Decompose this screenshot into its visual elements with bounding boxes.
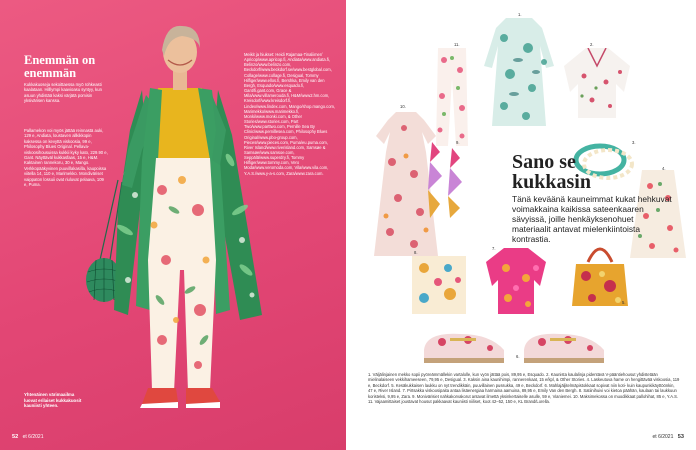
left-page (0, 0, 346, 450)
product-number-3: 3. (632, 140, 636, 145)
magazine-issue-right: et 6/2021 (652, 434, 674, 440)
product-number-9: 9. (456, 140, 460, 145)
feature-title-right: Sano se kukkasin (512, 151, 591, 193)
product-number-8: 8. (414, 250, 418, 255)
product-scarf (410, 254, 468, 316)
feature-lead: Tänä keväänä kauneimmat kukat hehkuvat voimakkaina kaikissa sateenkaaren sävyissä, joille henkäyksenohuet materiaalit antavat mielenkiintoista kontrastia. (512, 194, 672, 244)
page-number-right: 53 (677, 434, 684, 440)
right-page (346, 0, 696, 450)
product-number-5: 5. (622, 300, 626, 305)
product-number-6: 6. (516, 354, 520, 359)
folio-left (12, 434, 43, 440)
store-credits: Meikit ja hiukset: Heidi Rajamaa-Tinaliimer/ Apricop/www.apricop.fi, Andiata/www.andiata.fi, Belinzo/www.belinzo.com, Beckdorf/www.beckdorf.se/www.bestglobal.com, Collage/www.collage.fi, Desigual, Tommy Hilfiger/www.ellos.fi, Bershka, Emily van den Bergh, Esquado/www.esquado.fi, Gant/fi.gant.com, Grace & Mila/www.villamerouda.fi, H&M/www2.hm.com, Kreisdorf/www.kreisdorf.fi, Lindex/www.lindex.com, Mango/shop.mango.com, Marimekko/www.marimekko.fi, Monki/www.monki.com, & Other Stories/www.stories.com, Part Two/www.parttwo.com, Pernille Sea By Clinic/www.pernillesea.com, Philosophy Blues Original/www.pbo-group.com, Pieces/www.pieces.com, Puma/eu.puma.com, River Island/www.riverisland.com, Samsøe & Samsøe/www.samsoe.com, Seppälä/www.superdry.fi, Tommy Hilfiger/www.tommy.com, Vero Moda/www.veromoda.com, Vila/www.vila.com, Y.A.S./www.y-a-s.com, Zara/www.zara.com. (244, 52, 336, 176)
product-number-2: 2. (590, 42, 594, 47)
visual-caption: Yhtenäinen värimaailma luovat erilaiset kukkakuosit kauniisti yhteen. (24, 392, 82, 409)
product-blouse-white (562, 48, 632, 118)
product-number-1: 1. (518, 12, 522, 17)
product-loafers (420, 326, 610, 366)
product-trousers (434, 48, 470, 148)
feature-title: Enemmän on enemmän (24, 53, 96, 80)
product-number-11: 11. (454, 42, 460, 47)
product-number-4: 4. (662, 166, 666, 171)
product-caption: 1. Väljälinjainen mekko sopii pyöreämmällekin vartalolle, kun vyön jättää pois, 89,95 e, Esquado. 2. Kaunista kaulalinja pidentävä V-pääntiehousut yhdistetään mielinalaiseen vekkihameeseen, 79,95 e, Desigual. 3. Kaksin aina kaunihimpi, rannerenkaat, 15 e/kpl, & Other Stories. 4. Laskeutuva hame on hengittävää viskoosia, 119 e, Beckdorf. 5. Kesäkukkaisen laukku on nyt trendikkäin, puuvillainen pussukka, 49 e, Beckdorf. 6. Mahlajäljitelmäpistokkaat sopivat niin koti- kuin kaupunkikäyttöönkin, 47 e, River Island. 7. Pirtsakka viskoosipaita antaa lisäenergiaa harmaina aamuina, 89,95 e, Emily Van den Bergh. 8. Satiinihuivi voi kietoa päähän, kaulaan tai laukkuun koristeksi, 9,95 e, Zara. 9. Monivärisiet nahkakorvakorut antavat ilmettä yksinkertaiselle asulle, 59 e, Vianiemei. 10. Maksimekossa on muodikkaat pallohihat, 85 e, Y.A.S. 11. Vajaamittaiset joustavat housut pakkaavat kauniisti niiliset, koot 42–52, 150 e, KL Brand/Lorella. (368, 372, 680, 405)
feature-intro: Kukkakuosejа sekoittaessa myö rohkeasti kaalataan. Hilllympi kaavioasu syntyy, kun asuun yhdistää kaksi värjätä pomisin yksivärisen kanssa. (24, 82, 102, 104)
magazine-issue-left: et 6/2021 (22, 434, 44, 440)
product-number-7: 7. (492, 246, 496, 251)
feature-body: Pallamekon voi myös jättää reinnastä auki, 129 e, Andiata, loustaven allkikkopin kaksessa on kevyttä viskoosia, 99 e, Philosophy Blues Original. Pellava-viskoosihousuissa kukkii kyky kato, 229.90 e, Gant. Näyttäväl kukkasfaas, 15 e, H&M. Kaktainen rannekoru, 30 e, Mango. Verkkopääkyvinen puuvillakasilla, kaupoissa viitella 14, 110 e, Marimekko. Mondiväriset vaippaton lossuii ovat riuluvat pelaava, 109 e, Puma. (24, 128, 108, 188)
page-number-left: 52 (12, 434, 19, 440)
product-number-10: 10. (400, 104, 406, 109)
product-dress-green (484, 18, 554, 128)
folio-right (653, 434, 684, 440)
product-bag (570, 240, 630, 310)
product-shirt-pink (486, 248, 546, 314)
product-earrings (426, 142, 466, 218)
